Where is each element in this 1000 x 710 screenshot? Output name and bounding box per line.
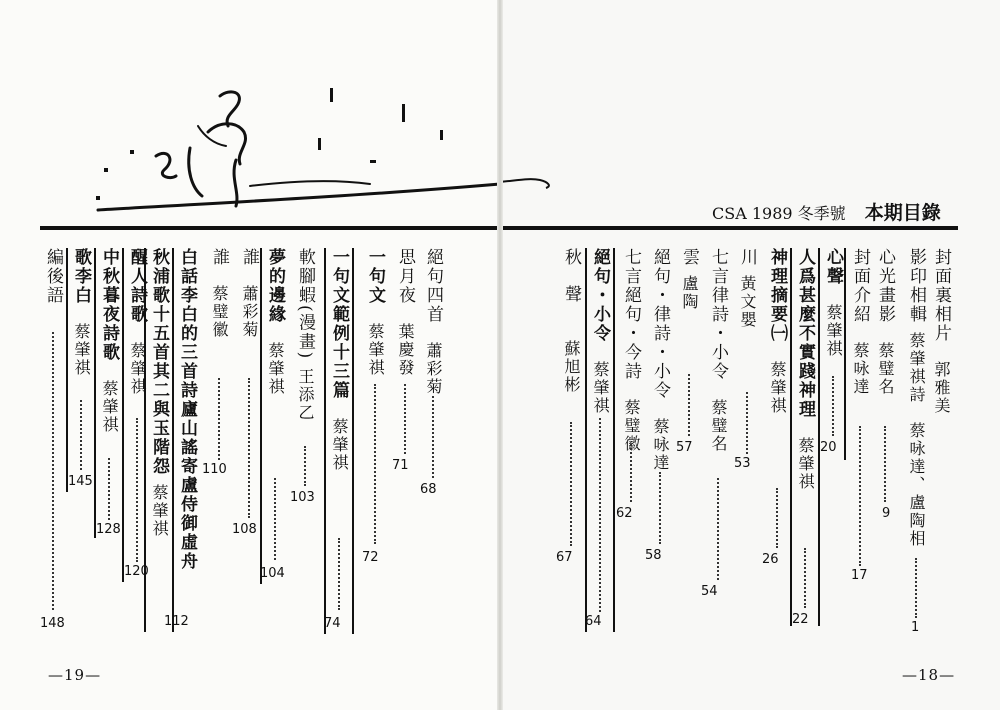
toc-entry[interactable] — [645, 248, 673, 563]
entry-page: 110 — [202, 462, 227, 477]
leader-dots — [80, 400, 82, 470]
leader-dots — [717, 478, 719, 580]
leader-dots — [404, 384, 406, 454]
entry-page: 62 — [616, 506, 633, 521]
entry-title: 影印相輯 — [906, 248, 926, 324]
entry-page: 128 — [96, 522, 121, 537]
entry-highlight-bar — [844, 248, 846, 460]
leader-dots — [746, 392, 748, 454]
entry-author: 蔡肇祺 — [366, 323, 385, 377]
entry-title: 雲 — [679, 248, 699, 267]
brush-sketch-illustration — [0, 0, 500, 230]
toc-entry[interactable] — [556, 248, 584, 565]
entry-page: 26 — [762, 552, 779, 567]
entry-title: 七言絕句・今詩 — [621, 248, 641, 381]
entry-highlight-bar — [324, 248, 326, 634]
entry-page: 74 — [324, 616, 341, 631]
toc-entry[interactable] — [174, 248, 200, 571]
entry-title: 絕句・律詩・小令 — [650, 248, 670, 400]
leader-dots — [915, 558, 917, 618]
leader-dots — [136, 418, 138, 562]
entry-highlight-bar — [790, 248, 792, 572]
entry-title: 夢的邊緣 — [265, 248, 285, 324]
toc-entry[interactable] — [68, 248, 94, 489]
entry-page: 58 — [645, 548, 662, 563]
entry-highlight-bar — [172, 248, 174, 632]
leader-dots — [630, 444, 632, 502]
toc-entry[interactable] — [676, 248, 702, 455]
entry-title: 軟腳蝦(漫畫) — [295, 248, 315, 361]
entry-author: 蔡璧名 — [709, 399, 728, 453]
toc-entry[interactable] — [202, 248, 232, 477]
entry-author: 蔡肇祺 — [150, 484, 169, 538]
entry-author: 蔡肇祺 — [266, 342, 285, 396]
entry-page: 108 — [232, 522, 257, 537]
entry-page: 22 — [792, 612, 809, 627]
toc-entry[interactable] — [903, 248, 929, 635]
entry-author: 蔡肇祺 — [768, 361, 787, 415]
toc-entry[interactable] — [847, 248, 873, 583]
entry-title: 秋聲 — [561, 248, 581, 322]
book-gutter — [497, 0, 503, 710]
entry-highlight-bar — [613, 248, 615, 632]
toc-entry[interactable] — [362, 248, 388, 565]
entry-title: 絕句四首 — [423, 248, 443, 324]
entry-title: 誰 — [239, 248, 259, 267]
toc-entry[interactable] — [324, 248, 352, 631]
entry-author: 黃文嬰 — [738, 275, 757, 329]
entry-page: 68 — [420, 482, 437, 497]
entry-page: 72 — [362, 550, 379, 565]
toc-entry[interactable] — [232, 248, 262, 537]
toc-entry[interactable] — [701, 248, 731, 599]
toc-entry[interactable] — [734, 248, 760, 471]
entry-title: 一句文 — [365, 248, 385, 305]
entry-author: 蕭彩菊 — [240, 285, 259, 339]
entry-author: 蔡肇祺 — [591, 361, 610, 415]
entry-page: 1 — [911, 620, 920, 635]
entry-author: 蔡璧名 — [876, 342, 895, 396]
toc-entry[interactable] — [792, 248, 818, 627]
leader-dots — [374, 384, 376, 544]
entry-title: 歌李白 — [71, 248, 91, 305]
entry-title: 中秋暮夜詩歌 — [99, 248, 119, 362]
entry-title: 醒人詩歌 — [127, 248, 147, 324]
entry-author: 蔡肇祺 — [100, 380, 119, 434]
header-rule-left — [40, 226, 500, 230]
entry-author: 蔡肇祺 — [72, 323, 91, 377]
entry-page: 67 — [556, 550, 573, 565]
entry-page: 148 — [40, 616, 65, 631]
toc-entry[interactable] — [928, 248, 954, 415]
leader-dots — [338, 538, 340, 610]
page-number-right: —18— — [902, 666, 956, 684]
toc-header — [712, 198, 941, 225]
entry-page: 103 — [290, 490, 315, 505]
entry-page: 17 — [851, 568, 868, 583]
entry-page: 53 — [734, 456, 751, 471]
leader-dots — [804, 548, 806, 608]
toc-entry[interactable] — [40, 248, 66, 631]
entry-page: 57 — [676, 440, 693, 455]
leader-dots — [688, 374, 690, 436]
toc-entry[interactable] — [124, 248, 150, 579]
entry-author: 蕭彩菊 — [424, 342, 443, 396]
entry-highlight-bar — [352, 248, 354, 634]
entry-author: 蔡璧徽 — [210, 285, 229, 339]
entry-author: 蔡咏達 — [851, 342, 870, 396]
entry-page: 9 — [882, 506, 891, 521]
entry-highlight-bar — [66, 248, 68, 492]
entry-author: 蔡肇祺 — [824, 304, 843, 358]
leader-dots — [570, 422, 572, 546]
toc-entry[interactable] — [616, 248, 644, 521]
entry-title: 思月夜 — [395, 248, 415, 305]
entry-title: 白話李白的三首詩廬山謠寄盧侍御虛舟 — [177, 248, 197, 571]
leader-dots — [776, 488, 778, 548]
toc-entry[interactable] — [420, 248, 446, 497]
entry-highlight-bar — [818, 248, 820, 626]
leader-dots — [432, 396, 434, 478]
entry-author: 蔡璧徽 — [622, 399, 641, 453]
leader-dots — [248, 378, 250, 518]
entry-author: 蔡肇祺詩 蔡咏達、盧陶相 — [907, 332, 926, 548]
entry-page: 120 — [124, 564, 149, 579]
entry-page: 20 — [820, 440, 837, 455]
entry-title: 川 — [737, 248, 757, 267]
magazine-issue-label: CSA 1989 冬季號 — [712, 204, 846, 223]
entry-title: 一句文範例十三篇 — [329, 248, 349, 400]
entry-author: 王添乙 — [296, 368, 315, 423]
entry-author: 郭雅美 — [932, 361, 951, 415]
entry-title: 絕句・小令 — [590, 248, 610, 343]
brush-sketch-tail — [500, 160, 620, 220]
entry-title: 編後語 — [43, 248, 63, 305]
leader-dots — [659, 472, 661, 544]
leader-dots — [832, 376, 834, 436]
entry-title: 秋浦歌十五首其二與玉階怨 — [149, 248, 169, 476]
leader-dots — [304, 446, 306, 486]
entry-title: 心聲 — [823, 248, 843, 286]
toc-entry[interactable] — [762, 248, 790, 567]
toc-entry[interactable] — [585, 248, 613, 629]
entry-author: 蘇旭彬 — [562, 340, 581, 394]
entry-page: 104 — [260, 566, 285, 581]
entry-author: 葉慶發 — [396, 323, 415, 377]
entry-page: 112 — [164, 614, 189, 629]
entry-title: 封面介紹 — [850, 248, 870, 324]
toc-entry[interactable] — [820, 248, 846, 455]
toc-title: 本期目錄 — [864, 202, 941, 224]
leader-dots — [218, 378, 220, 460]
header-rule-right — [500, 226, 958, 230]
entry-page: 64 — [585, 614, 602, 629]
toc-entry[interactable] — [872, 248, 898, 521]
entry-page: 71 — [392, 458, 409, 473]
entry-page: 145 — [68, 474, 93, 489]
entry-highlight-bar — [94, 248, 96, 538]
leader-dots — [274, 478, 276, 560]
entry-author: 蔡肇祺 — [796, 437, 815, 491]
entry-title: 封面裏相片 — [931, 248, 951, 343]
toc-entry[interactable] — [260, 248, 288, 581]
entry-title: 心光畫影 — [875, 248, 895, 324]
page-number-left: —19— — [48, 666, 102, 684]
entry-highlight-bar — [585, 248, 587, 632]
leader-dots — [52, 332, 54, 610]
entry-author: 盧陶 — [680, 275, 699, 311]
entry-author: 蔡肇祺 — [330, 418, 349, 472]
leader-dots — [884, 426, 886, 502]
entry-title: 神理摘要㈠ — [767, 248, 787, 343]
entry-title: 誰 — [209, 248, 229, 267]
entry-title: 人爲甚麼不實踐神理 — [795, 248, 815, 419]
toc-entry[interactable] — [96, 248, 122, 537]
leader-dots — [108, 458, 110, 520]
toc-entry[interactable] — [290, 248, 318, 505]
entry-title: 七言律詩・小令 — [708, 248, 728, 381]
entry-author: 蔡咏達 — [651, 418, 670, 472]
leader-dots — [599, 418, 601, 612]
toc-entry[interactable] — [392, 248, 418, 473]
entry-author: 蔡肇祺 — [128, 342, 147, 396]
entry-page: 54 — [701, 584, 718, 599]
